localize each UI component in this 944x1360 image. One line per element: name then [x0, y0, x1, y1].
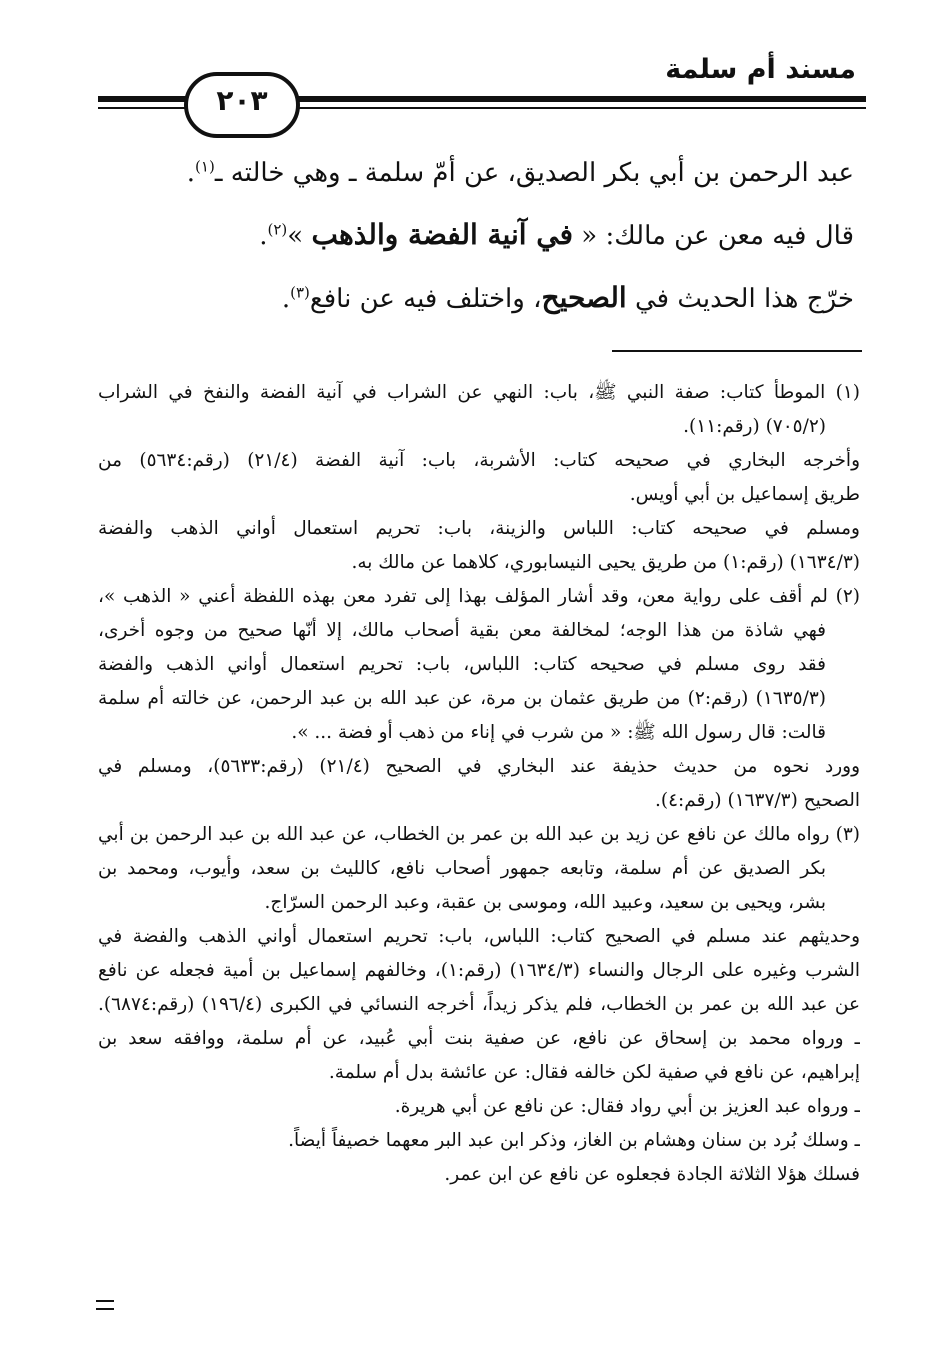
main-line-2-end: . [259, 221, 268, 251]
footnote-2-line: (١٦٣٥/٣) (رقم:٢) من طريق عثمان بن مرة، عن عبد الله بن عبد الرحمن، عن خالته أم سلمة [98, 688, 827, 709]
main-line-3-bold: الصحيح [541, 281, 627, 314]
footnote-2-line: (٢) لم أقف على رواية معن، وقد أشار المؤلف بهذا إلى تفرد معن بهذه اللفظة أعني « الذهب »، [98, 586, 860, 607]
footnote-1-line: (٧٠٥/٢) (رقم:١١). [683, 416, 826, 437]
footnote-3-line: ـ وسلك بُرد بن سنان وهشام بن الغاز، وذكر ابن عبد البر معهما خصيفاً أيضاً. [288, 1130, 860, 1151]
footnote-2-line: فهي شاذة من هذا الوجه؛ لمخالفة معن بقية أصحاب مالك، إلا أنّها صحيح من وجوه أخرى، [98, 620, 826, 641]
main-line-3-text-a: خرّج هذا الحديث في [634, 284, 854, 314]
footnote-3-line: ـ ورواه محمد بن إسحاق عن نافع، عن صفية بنت أبي عُبيد، عن أم سلمة، ووافقه سعد بن [98, 1028, 860, 1049]
footnote-2-line: قالت: قال رسول الله ﷺ: « من شرب في إناء من ذهب أو فضة ... ». [291, 722, 826, 743]
footnote-3-line: عن عبد الله بن عمر بن الخطاب، فلم يذكر زيداً، أخرجه النسائي في الكبرى (١٩٦/٤) (رقم:٦٨٧٤). [98, 994, 860, 1015]
footnote-3-line: الشرب وغيره على الرجال والنساء (١٦٣٤/٣) (رقم:١)، وخالفهم إسماعيل بن أمية فجعله عن نافع [98, 960, 860, 981]
footnote-1-line: وأخرجه البخاري في صحيحه كتاب: الأشربة، باب: آنية الفضة (٢١/٤) (رقم:٥٦٣٤) من [98, 450, 860, 471]
footnote-2-line: الصحيح (١٦٣٧/٣) (رقم:٤). [655, 790, 860, 811]
footnote-ref-3: (٣) [290, 283, 310, 302]
main-text [96, 142, 854, 330]
footnote-3-line: (٣) رواه مالك عن نافع عن زيد بن عبد الله بن عمر بن الخطاب، عن عبد الله بن عبد الرحمن بن أبي [98, 824, 860, 845]
footnote-3-line: فسلك هؤلا الثلاثة الجادة فجعلوه عن نافع عن ابن عمر. [444, 1164, 860, 1185]
footnote-ref-1: (١) [195, 157, 215, 176]
main-line-1-end: . [186, 158, 196, 188]
footnote-3-line: إبراهيم، عن نافع في صفية لكن خالفه فقال: عن عائشة بدل أم سلمة. [328, 1062, 860, 1083]
main-line-3-text-b: ، واختلف فيه عن نافع [309, 284, 542, 314]
footnote-separator [612, 350, 862, 352]
footnote-3-line: وحديثهم عند مسلم في الصحيح كتاب: اللباس، باب: تحريم استعمال أواني الذهب والفضة في [98, 926, 860, 947]
footnote-3-line: بشر، ويحيى بن سعيد، وعبيد الله، وموسى بن عقبة، وعبد الرحمن السرّاج. [264, 892, 826, 913]
footnote-2-line: فقد روى مسلم في صحيحه كتاب: اللباس، باب: تحريم استعمال أواني الذهب والفضة [98, 654, 826, 675]
footnote-3-line: بكر الصديق عن أم سلمة، وتابعه جمهور أصحاب نافع، كالليث بن سعد، وأيوب، ومحمد بن [98, 858, 826, 879]
bottom-continuation-mark [96, 1300, 114, 1310]
main-line-2-text-b: » [287, 221, 304, 251]
footnote-ref-2: (٢) [267, 220, 288, 239]
main-line-3-end: . [281, 284, 291, 314]
page-number: ٢٠٣ [216, 84, 268, 117]
footnote-3-line: ـ ورواه عبد العزيز بن أبي رواد فقال: عن نافع عن أبي هريرة. [394, 1096, 860, 1117]
main-line-1 [96, 142, 854, 204]
footnote-1-line: (١) الموطأ كتاب: صفة النبي ﷺ، باب: النهي عن الشراب في آنية الفضة والنفخ في الشراب [98, 382, 860, 403]
main-line-2 [96, 204, 854, 267]
main-line-2-text-a: قال فيه معن عن مالك: « [581, 221, 854, 251]
main-line-3 [96, 267, 854, 330]
running-header-title: مسند أم سلمة [665, 54, 856, 85]
footnote-1-line: (١٦٣٤/٣) (رقم:١) من طريق يحيى النيسابوري، كلاهما عن مالك به. [351, 552, 860, 573]
main-line-2-bold: في آنية الفضة والذهب [311, 218, 574, 251]
footnote-1-line: ومسلم في صحيحه كتاب: اللباس والزينة، باب: تحريم استعمال أواني الذهب والفضة [98, 518, 860, 539]
main-line-1-text: عبد الرحمن بن أبي بكر الصديق، عن أمّ سلمة ـ وهي خالته ـ [214, 158, 854, 188]
footnote-2-line: وورد نحوه من حديث حذيفة عند البخاري في الصحيح (٢١/٤) (رقم:٥٦٣٣)، ومسلم في [98, 756, 860, 777]
footnotes [98, 376, 860, 1192]
page-number-badge [184, 72, 300, 138]
footnote-1-line: طريق إسماعيل بن أبي أويس. [629, 484, 860, 505]
